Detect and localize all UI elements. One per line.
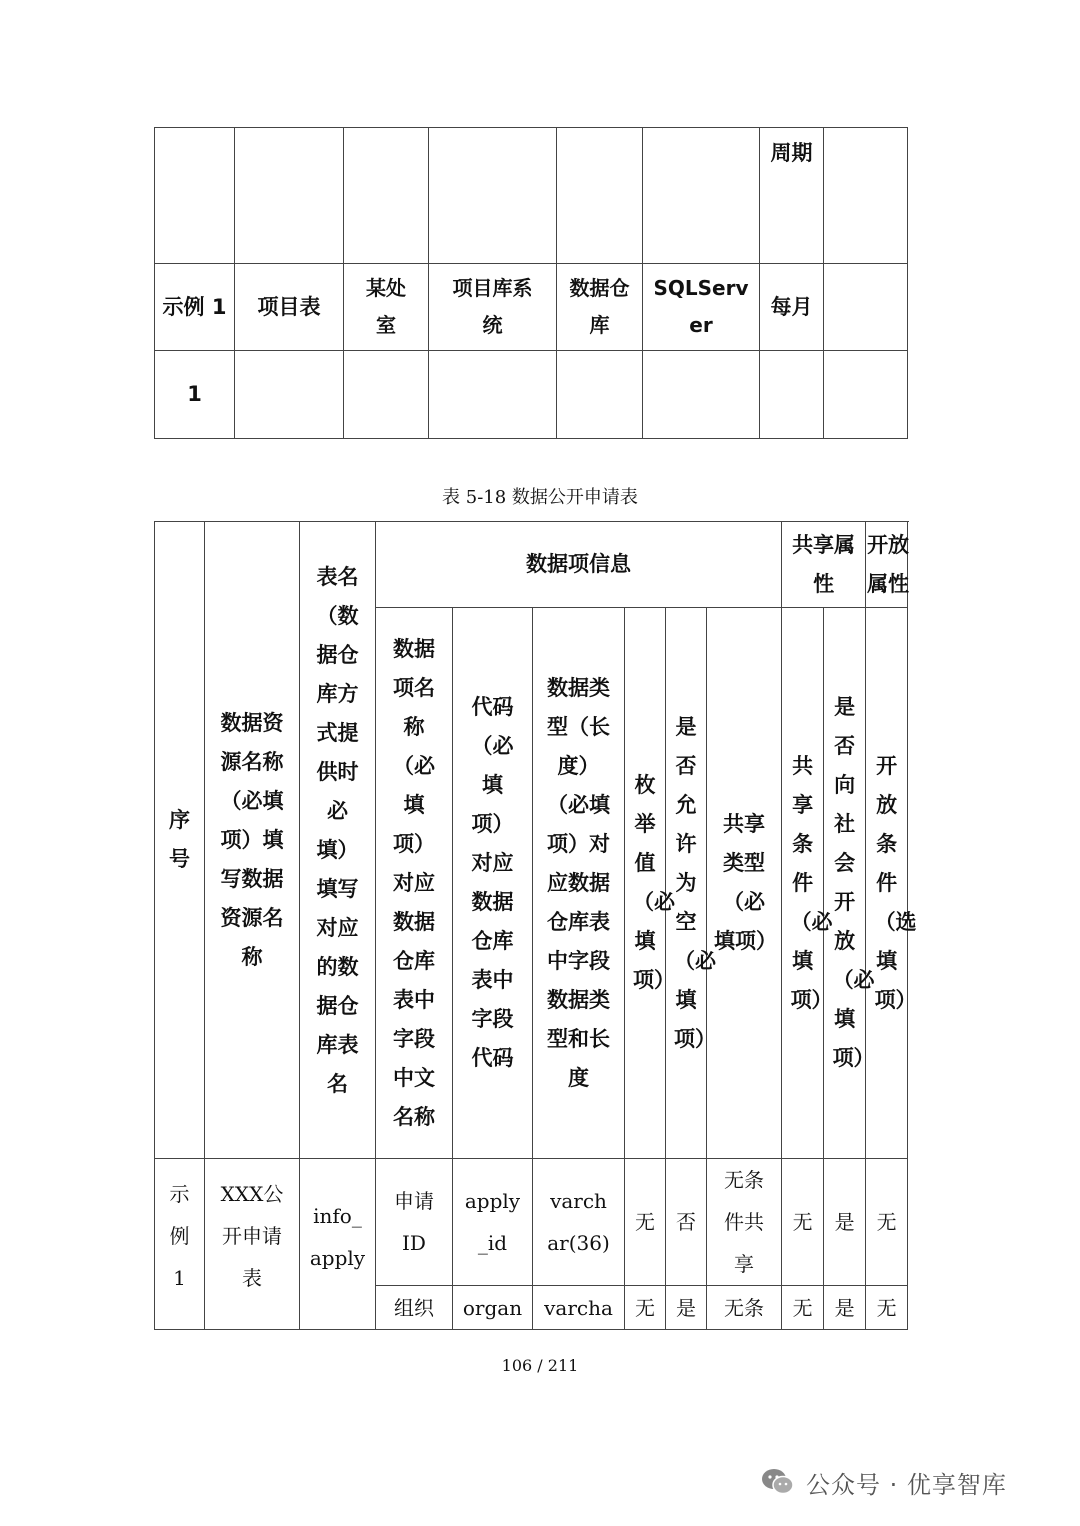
group-open: 开放属性 — [866, 522, 908, 608]
t1-cycle-header: 周期 — [760, 128, 824, 264]
t1-cell — [557, 351, 643, 439]
t1-cell — [824, 351, 908, 439]
row1-open-cond: 无 — [866, 1159, 908, 1286]
t1-example-table: 项目表 — [235, 264, 344, 351]
t1-cell — [557, 128, 643, 264]
t1-row-number: 1 — [155, 351, 235, 439]
row2-code: organ — [453, 1286, 533, 1330]
col-item-name: 数据项名称（必填项）对应数据仓库表中字段中文名称 — [376, 608, 453, 1159]
col-open-public: 是否向社会开放（必填项） — [824, 608, 866, 1159]
col-open-cond: 开放条件（选填项） — [866, 608, 908, 1159]
row2-nullable: 是 — [666, 1286, 707, 1330]
t1-cell — [643, 128, 760, 264]
t1-cell — [344, 128, 429, 264]
t1-cell — [643, 351, 760, 439]
col-share-type: 共享类型（必填项） — [707, 608, 782, 1159]
t1-cell — [824, 128, 908, 264]
page-number: 106 / 211 — [501, 1356, 579, 1375]
data-open-application-table — [154, 521, 917, 1330]
data-warehouse-table — [154, 127, 908, 439]
col-type: 数据类型（长度）（必填项）对应数据仓库表中字段数据类型和长度 — [533, 608, 625, 1159]
col-enum: 枚举值（必填项） — [625, 608, 666, 1159]
col-nullable: 是否允许为空（必填项） — [666, 608, 707, 1159]
t1-cell — [429, 128, 557, 264]
col-table-name: 表名（数据仓库方式提供时必填）填写对应的数据仓库表名 — [300, 522, 376, 1159]
row2-share-cond: 无 — [782, 1286, 824, 1330]
row1-enum: 无 — [625, 1159, 666, 1286]
row1-share-type: 无条件共享 — [707, 1159, 782, 1286]
t1-cell — [344, 351, 429, 439]
table-caption: 表 5-18 数据公开申请表 — [442, 487, 638, 508]
row2-open-cond: 无 — [866, 1286, 908, 1330]
t1-cell — [429, 351, 557, 439]
group-share: 共享属性 — [782, 522, 866, 608]
t1-example-label: 示例 1 — [155, 264, 235, 351]
t1-example-cycle: 每月 — [760, 264, 824, 351]
row2-open-public: 是 — [824, 1286, 866, 1330]
watermark-text: 公众号 · 优享智库 — [806, 1470, 1007, 1499]
row2-type: varcha — [533, 1286, 625, 1330]
group-data-item: 数据项信息 — [376, 522, 782, 608]
t1-example-storage: 数据仓库 — [557, 264, 643, 351]
t1-cell — [155, 128, 235, 264]
row1-share-cond: 无 — [782, 1159, 824, 1286]
row2-item-name: 组织 — [376, 1286, 453, 1330]
t1-example-dept: 某处室 — [344, 264, 429, 351]
row1-code: apply_id — [453, 1159, 533, 1286]
col-code: 代码（必填项）对应数据仓库表中字段代码 — [453, 608, 533, 1159]
row2-share-type: 无条 — [707, 1286, 782, 1330]
col-serial: 序号 — [155, 522, 205, 1159]
row1-item-name: 申请ID — [376, 1159, 453, 1286]
example-table-name: info_apply — [300, 1159, 376, 1330]
t1-cell — [235, 351, 344, 439]
col-share-cond: 共享条件（必填项） — [782, 608, 824, 1159]
wechat-icon — [760, 1467, 796, 1497]
example-resource: XXX公开申请表 — [205, 1159, 300, 1330]
row1-nullable: 否 — [666, 1159, 707, 1286]
t1-cell — [235, 128, 344, 264]
watermark — [760, 1462, 1007, 1502]
t1-example-blank — [824, 264, 908, 351]
t1-example-db: SQLServer — [643, 264, 760, 351]
t1-example-system: 项目库系统 — [429, 264, 557, 351]
example-label: 示例1 — [155, 1159, 205, 1330]
row1-type: varchar(36) — [533, 1159, 625, 1286]
t1-cell — [760, 351, 824, 439]
row1-open-public: 是 — [824, 1159, 866, 1286]
row2-enum: 无 — [625, 1286, 666, 1330]
col-resource-name: 数据资源名称（必填项）填写数据资源名称 — [205, 522, 300, 1159]
